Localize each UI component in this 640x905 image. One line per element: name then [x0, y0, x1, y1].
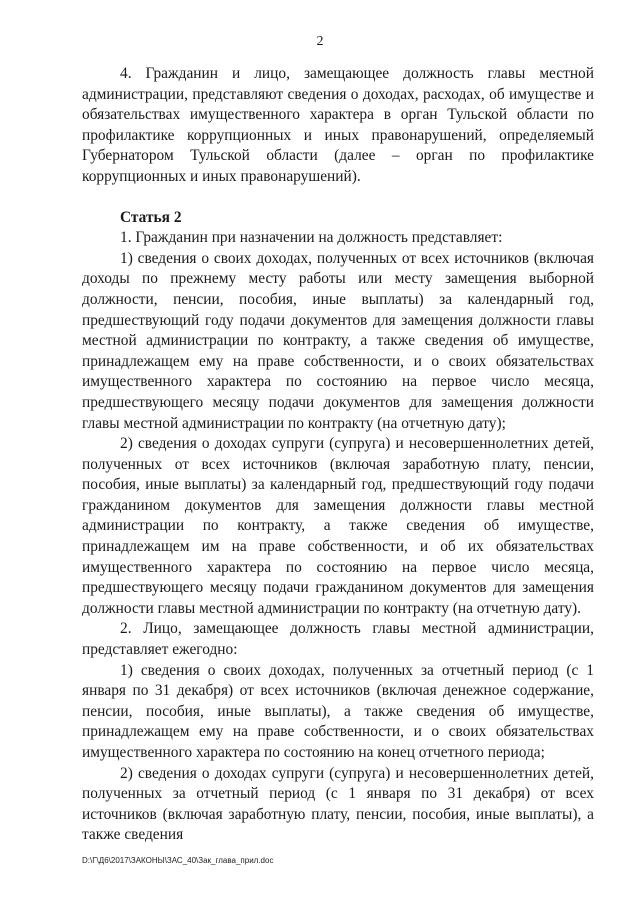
article-2-part-1-item-2: 2) сведения о доходах супруги (супруга) и несовершеннолетних детей, полученных от всех источников (включая заработную плату, пенсии, пособия, иные выплаты) за календарный год, предшествующий году подачи гражданином документов для замещения должности главы местной администрации по контракту, а также сведения об имуществе, принадлежащем им на праве собственности, и об их обязательствах имущественного характера по состоянию на первое число месяца, предшествующего месяцу подачи гражданином документов для замещения должности главы местной администрации по контракту (на отчетную дату).: [82, 435, 594, 617]
document-body: [82, 64, 594, 846]
article-2-part-2: 2. Лицо, замещающее должность главы местной администрации, представляет ежегодно:: [82, 620, 594, 659]
article-2-heading: Статья 2: [120, 208, 182, 226]
page-number: 2: [316, 34, 324, 49]
paragraph-4: 4. Гражданин и лицо, замещающее должность главы местной администрации, представляют сведения о доходах, расходах, об имуществе и обязательствах имущественного характера в орган Тульской области по профилактике коррупционных и иных правонарушений, определяемый Губернатором Тульской области (далее – орган по профилактике коррупционных и иных правонарушений).: [82, 65, 594, 185]
article-2-part-1: 1. Гражданин при назначении на должность представляет:: [120, 229, 503, 247]
article-2-part-2-item-1: 1) сведения о своих доходах, полученных за отчетный период (с 1 января по 31 декабря) от всех источников (включая денежное содержание, пенсии, пособия, иные выплаты), а также сведения об имуществе, принадлежащем ему на праве собственности, и о своих обязательствах имущественного характера по состоянию на конец отчетного периода;: [82, 661, 594, 761]
article-2-part-2-item-2: 2) сведения о доходах супруги (супруга) и несовершеннолетних детей, полученных за отчетный период (с 1 января по 31 декабря) от всех источников (включая заработную плату, пенсии, пособия, иные выплаты), а также сведения: [82, 764, 594, 844]
article-2-part-1-item-1: 1) сведения о своих доходах, полученных от всех источников (включая доходы по прежнему месту работы или месту замещения выборной должности, пенсии, пособия, иные выплаты) за календарный год, предшествующий году подачи документов для замещения должности главы местной администрации по контракту, а также сведения об имуществе, принадлежащем ему на праве собственности, и о своих обязательствах имущественного характера по состоянию на первое число месяца, предшествующего месяцу подачи документов для замещения должности главы местной администрации по контракту (на отчетную дату);: [82, 249, 594, 432]
file-path-footer: D:\Г\Д6\2017\ЗАКОНЫ\ЗАС_40\Зак_глава_прил.doc: [82, 856, 274, 865]
